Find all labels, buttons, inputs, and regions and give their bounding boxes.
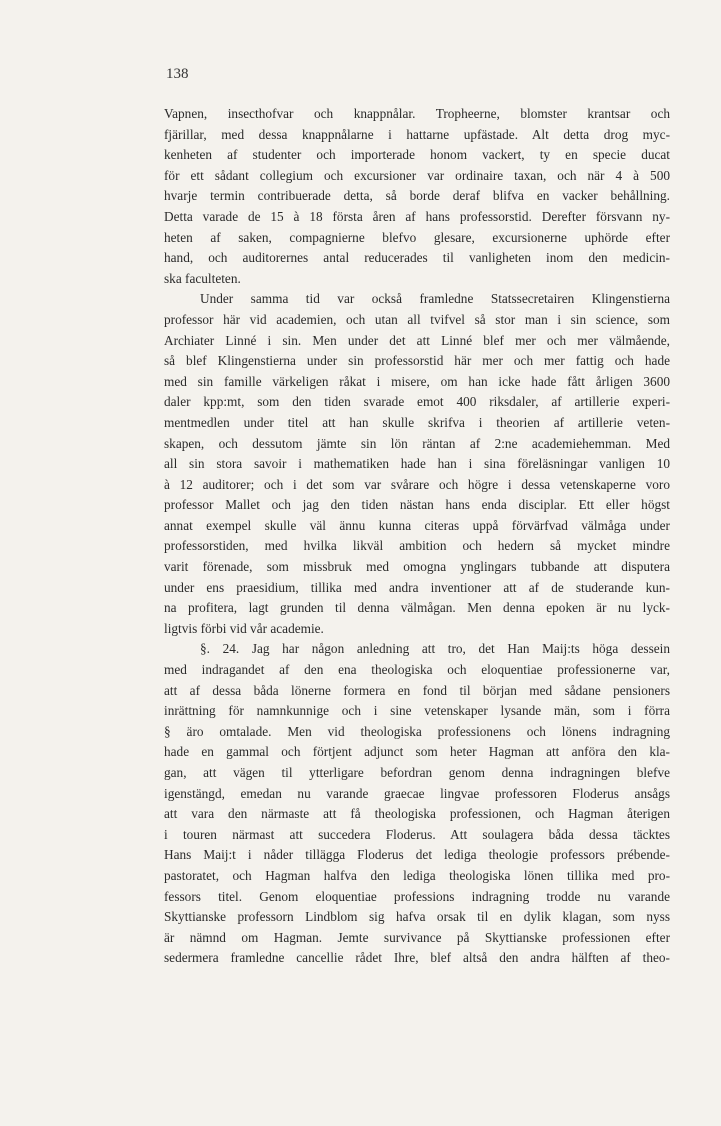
text-line: Under samma tid var också framledne Statssecretairen Klingenstierna xyxy=(200,291,670,307)
text-line: professorstiden, med hvilka likväl ambition och hedern så mycket mindre xyxy=(164,538,670,554)
text-line: hvarje termin contribuerade detta, så borde deraf blifva en vacker behållning. xyxy=(164,188,670,204)
text-line: heten af saken, compagnierne blefvo glesare, excursionerne uphörde efter xyxy=(164,229,670,245)
text-line: pastoratet, och Hagman halfva den lediga theologiska lönen tillika med pro- xyxy=(164,867,670,883)
text-line: annat exempel skulle väl ännu kunna citeras uppå förvärfvad välmåga under xyxy=(164,517,670,533)
text-line: ligtvis förbi vid vår academie. xyxy=(164,620,324,636)
text-line: under ens praesidium, tillika med andra inventioner att af de studerande kun- xyxy=(164,579,670,595)
text-line: fessors titel. Genom eloquentiae professions indragning trodde nu varande xyxy=(164,888,670,904)
text-line: §. 24. Jag har någon anledning att tro, det Han Maij:ts höga dessein xyxy=(200,641,670,657)
text-line: så blef Klingenstierna under sin professorstid här mer och mer fattig och hade xyxy=(164,353,670,369)
page-number: 138 xyxy=(166,66,189,82)
text-line: gan, att vägen til ytterligare befordran genom denna indragningen blefve xyxy=(164,765,670,780)
text-line: mentmedlen under titel att han skulle skrifva i theorien af artillerie veten- xyxy=(164,414,670,430)
text-line: § äro omtalade. Men vid theologiska professionens och lönens indragning xyxy=(164,723,670,739)
text-line: Archiater Linné i sin. Men under det att Linné blef mer och mer välmående, xyxy=(164,332,670,348)
text-line: att af dessa båda lönerne formera en fond til början med sådane pensioners xyxy=(164,682,670,698)
text-line: daler kpp:mt, som den tiden svarade emot 400 riksdaler, af artillerie experi- xyxy=(164,394,670,410)
text-line: Skyttianske professorn Lindblom sig hafva orsak til en dylik klagan, som nyss xyxy=(164,909,670,925)
text-line: all sin stora savoir i mathematiken hade han i sina föreläsningar vanligen 10 xyxy=(164,456,670,472)
text-line: att vara den närmaste att få theologiska professionen, och Hagman återigen xyxy=(164,806,670,822)
text-line: hand, och auditorernes antal reducerades til vanligheten inom den medicin- xyxy=(164,250,670,266)
text-line: professor här vid academien, och utan all tvifvel så stor man i sin science, som xyxy=(164,311,670,327)
text-line: igenstängd, emedan nu varande graecae lingvae professoren Floderus ansågs xyxy=(164,785,670,801)
text-line: är nämnd om Hagman. Jemte survivance på Skyttianske professionen efter xyxy=(164,929,670,945)
text-line: na profitera, lagt grunden til denna välmågan. Men denna epoken är nu lyck- xyxy=(164,600,670,616)
text-line: kenheten af studenter och importerade honom vackert, ty en specie ducat xyxy=(164,147,670,163)
text-line: Hans Maij:t i nåder tillägga Floderus det lediga theologie professors prébende- xyxy=(164,847,670,863)
text-line: hade en gammal och förtjent adjunct som heter Hagman att anföra den kla- xyxy=(164,744,670,760)
text-line: Vapnen, insecthofvar och knappnålar. Tropheerne, blomster krantsar och xyxy=(164,106,670,121)
text-line: varit förenade, som missbruk med omogna ynglingars tubbande att disputera xyxy=(164,559,670,575)
text-line: ska faculteten. xyxy=(164,270,241,286)
text-line: inrättning för namnkunnige och i sine vetenskaper lysande män, som i förra xyxy=(164,703,670,719)
text-line: med sin famille värkeligen råkat i misere, om han icke hade fått årligen 3600 xyxy=(164,373,670,389)
text-line: i touren närmast att succedera Floderus. Att soulagera båda dessa täcktes xyxy=(164,826,670,842)
text-line: Detta varade de 15 à 18 första åren af hans professorstid. Derefter försvann ny- xyxy=(164,208,670,224)
text-line: fjärillar, med dessa knappnålarne i hattarne upfästade. Alt detta drog myc- xyxy=(164,126,670,142)
text-line: sedermera framledne cancellie rådet Ihre, blef altså den andra hälften af theo- xyxy=(164,950,670,966)
body-text xyxy=(164,104,670,969)
text-line: för ett sådant collegium och excursioner var ordinaire taxan, och när 4 à 500 xyxy=(164,167,670,183)
text-line: à 12 auditorer; och i det som var svårare och högre i dessa vetenskaperne voro xyxy=(164,476,670,492)
text-line: skapen, och dessutom jämte sin lön räntan af 2:ne academiehemman. Med xyxy=(164,435,670,451)
text-line: professor Mallet och jag den tiden nästan hans enda disciplar. Ett eller högst xyxy=(164,497,670,513)
text-line: med indragandet af den ena theologiska och eloquentiae professionerne var, xyxy=(164,662,670,678)
